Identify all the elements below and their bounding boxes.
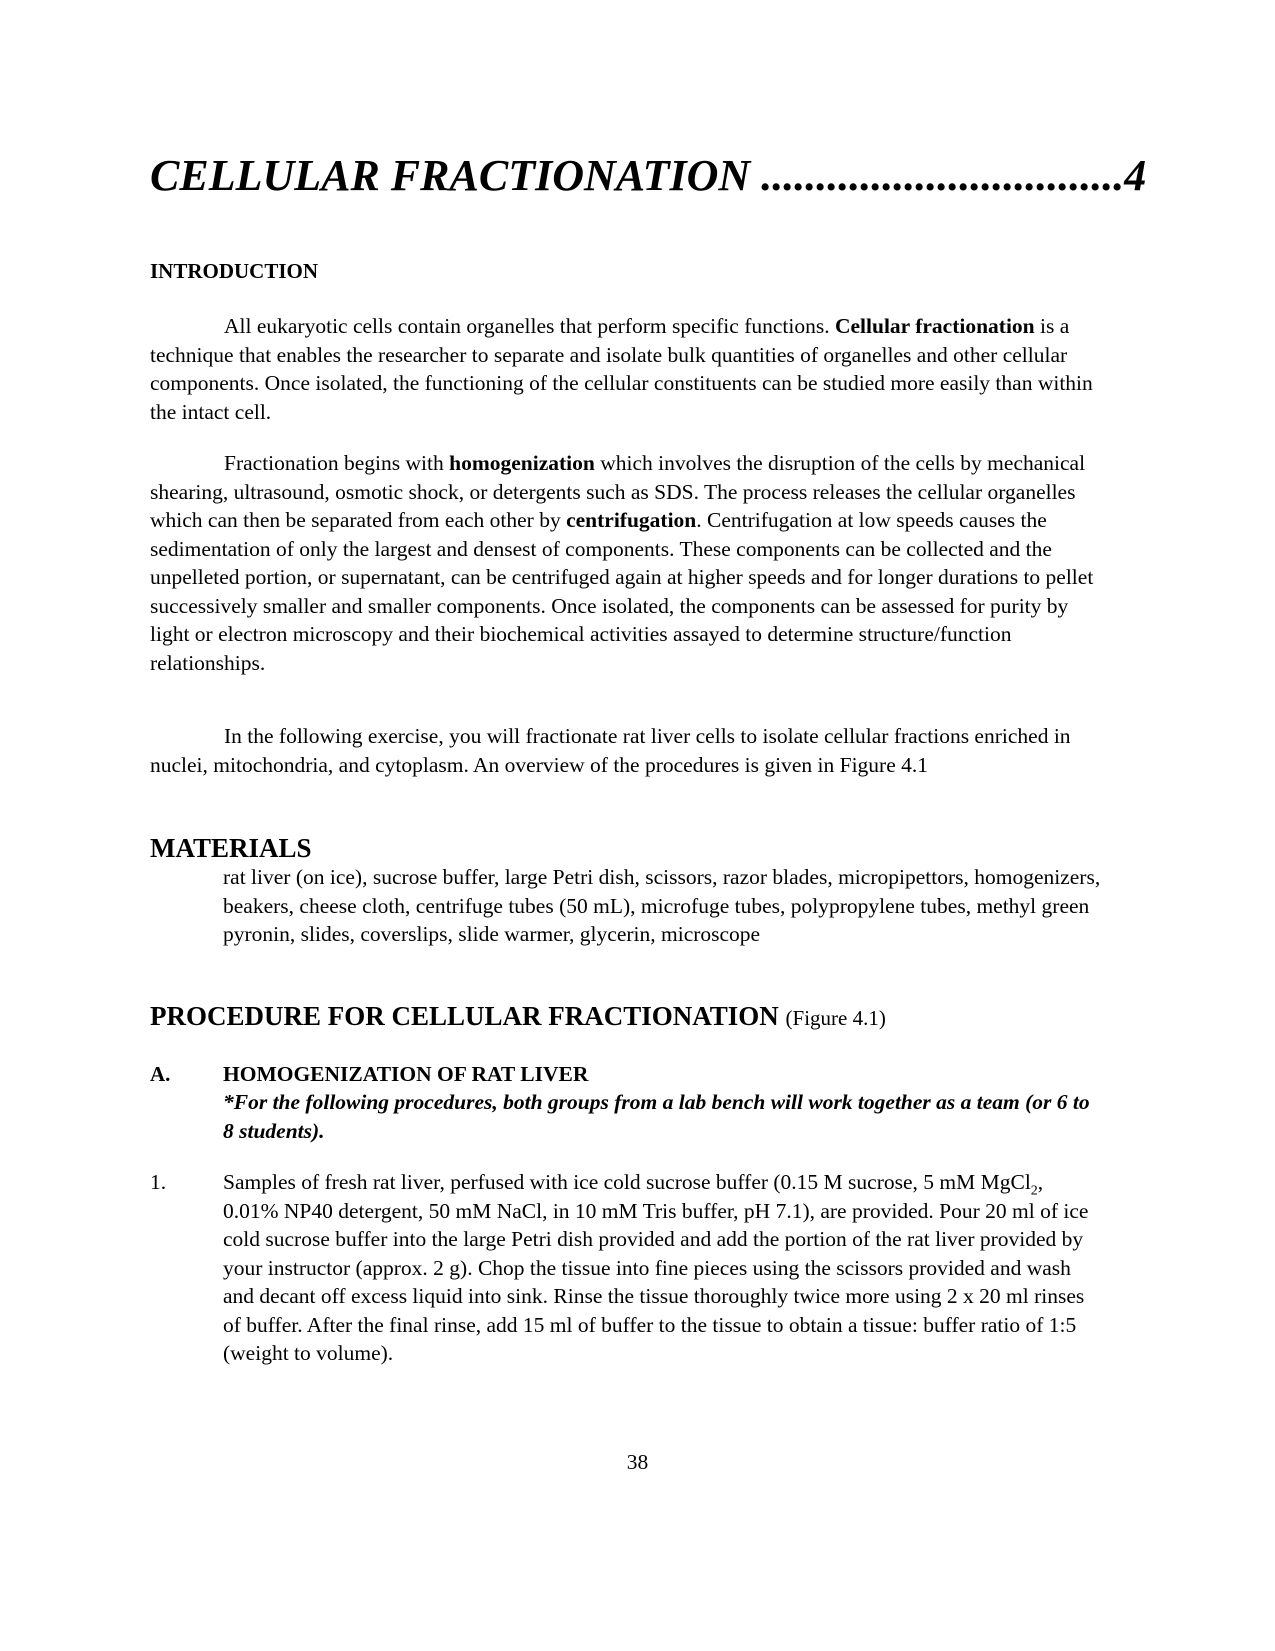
section-a-title: HOMOGENIZATION OF RAT LIVER (223, 1062, 589, 1086)
step-1-number: 1. (150, 1170, 167, 1194)
intro-paragraph-2 (150, 449, 1110, 677)
procedure-heading-text: PROCEDURE FOR CELLULAR FRACTIONATION (150, 1001, 779, 1031)
intro-p2-text-3: . Centrifugation at low speeds causes the sedimentation of only the largest and densest of components. These components can be collected and the unpelleted portion, or supernatant, can be centrifuged again at higher speeds and for longer durations to pellet successively smaller and smaller components. Once isolated, the components can be assessed for purity by light or electron microscopy and their biochemical activities assayed to determine structure/function relationships. (150, 508, 1094, 675)
intro-paragraph-3 (150, 722, 1110, 779)
intro-p2-text-2: which involves the disruption of the cells by mechanical shearing, ultrasound, osmotic shock, or detergents such as SDS. The process releases the cellular organelles which can then be separated from each other by (150, 451, 1086, 532)
intro-p1-text-2: is a technique that enables the researcher to separate and isolate bulk quantities of organelles and other cellular components. Once isolated, the functioning of the cellular constituents can be studied more easily than within the intact cell. (150, 314, 1093, 424)
step-1-text (223, 1168, 1103, 1368)
materials-heading: MATERIALS (150, 833, 312, 863)
section-a-label: A. (150, 1062, 171, 1086)
intro-p3-text: In the following exercise, you will fractionate rat liver cells to isolate cellular fractions enriched in nuclei, mitochondria, and cytoplasm. An overview of the procedures is given in Figure 4.1 (150, 724, 1071, 777)
intro-p1-term-cellular-fractionation: Cellular fractionation (834, 314, 1035, 338)
step-1-subscript: 2 (1030, 1183, 1038, 1199)
intro-p2-text-1: Fractionation begins with (224, 451, 450, 475)
intro-p2-term-homogenization: homogenization (449, 451, 595, 475)
step-1-text-1: Samples of fresh rat liver, perfused with ice cold sucrose buffer (0.15 M sucrose, 5 mM MgCl (223, 1170, 1031, 1194)
section-a-note-text: *For the following procedures, both groups from a lab bench will work together as a team (or 6 to 8 students). (223, 1090, 1090, 1143)
page-number: 38 (626, 1450, 649, 1474)
intro-paragraph-1 (150, 312, 1110, 426)
procedure-heading (150, 1000, 886, 1034)
introduction-heading: INTRODUCTION (150, 259, 319, 283)
materials-list: rat liver (on ice), sucrose buffer, large Petri dish, scissors, razor blades, micropipettors, homogenizers, beakers, cheese cloth, centrifuge tubes (50 mL), microfuge tubes, polypropylene tubes, methyl green pyronin, slides, coverslips, slide warmer, glycerin, microscope (223, 865, 1101, 946)
intro-p2-term-centrifugation: centrifugation (566, 508, 697, 532)
chapter-title: CELLULAR FRACTIONATION .................................4 (150, 151, 1147, 200)
procedure-heading-figure-ref: (Figure 4.1) (785, 1006, 886, 1030)
step-1-text-2: , 0.01% NP40 detergent, 50 mM NaCl, in 10 mM Tris buffer, pH 7.1), are provided. Pour 20 ml of ice cold sucrose buffer into the large Petri dish provided and add the portion of the rat liver provided by your instructor (approx. 2 g). Chop the tissue into fine pieces using the scissors provided and wash and decant off excess liquid into sink. Rinse the tissue thoroughly twice more using 2 x 20 ml rinses of buffer. After the final rinse, add 15 ml of buffer to the tissue to obtain a tissue: buffer ratio of 1:5 (weight to volume). (223, 1170, 1089, 1365)
section-a-note (223, 1088, 1103, 1145)
intro-p1-text-1: All eukaryotic cells contain organelles that perform specific functions. (224, 314, 835, 338)
